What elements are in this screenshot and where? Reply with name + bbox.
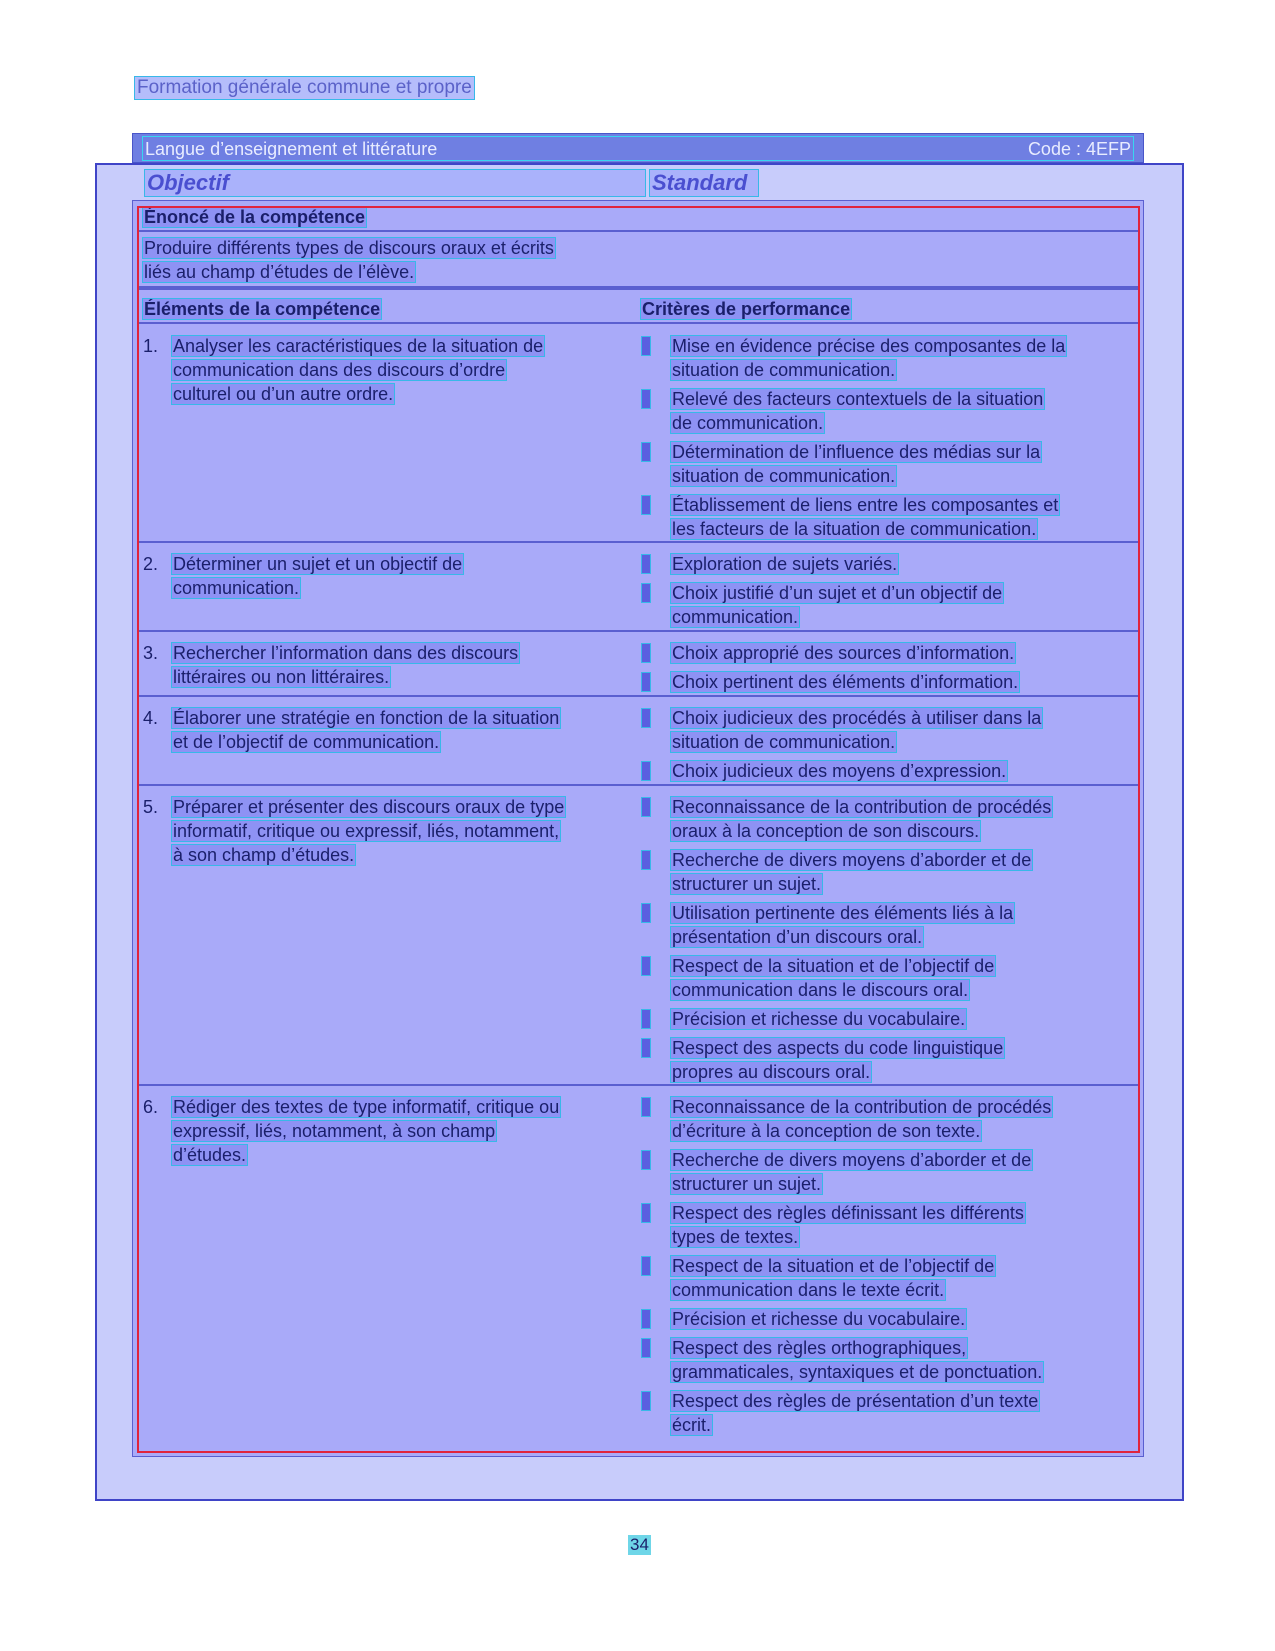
row-divider	[137, 784, 1140, 786]
element-text-line: et de l’objectif de communication.	[173, 732, 440, 752]
criterion-text-line: propres au discours oral.	[672, 1062, 871, 1082]
enonce-line-2: liés au champ d’études de l’élève.	[144, 262, 415, 282]
criterion-text-line: Recherche de divers moyens d’aborder et de	[672, 1150, 1032, 1170]
element-number: 1.	[143, 336, 159, 356]
criterion-text-line: Choix approprié des sources d’information.	[672, 643, 1015, 663]
criterion-text-line: Choix judicieux des moyens d’expression.	[672, 761, 1007, 781]
bullet-icon	[642, 644, 650, 662]
criterion-text-line: Respect des règles définissant les différents	[672, 1203, 1024, 1223]
criterion-text-line: Respect des règles orthographiques,	[672, 1338, 967, 1358]
criterion-text-line: Détermination de l’influence des médias sur la	[672, 442, 1041, 462]
criterion-text-line: Respect de la situation et de l’objectif de	[672, 956, 995, 976]
criterion-text-line: Respect de la situation et de l’objectif de	[672, 1256, 995, 1276]
bullet-icon	[642, 337, 650, 355]
criterion-text-line: Établissement de liens entre les composantes et	[672, 495, 1059, 515]
criterion-text-line: types de textes.	[672, 1227, 799, 1247]
bullet-icon	[642, 443, 650, 461]
bullet-icon	[642, 1039, 650, 1057]
document-section-title: Formation générale commune et propre	[137, 77, 472, 98]
bullet-icon	[642, 1257, 650, 1275]
bullet-icon	[642, 1010, 650, 1028]
bullet-icon	[642, 851, 650, 869]
element-number: 6.	[143, 1097, 159, 1117]
criterion-text-line: Choix justifié d’un sujet et d’un objectif de	[672, 583, 1003, 603]
divider	[137, 230, 1140, 232]
column-header-elements: Éléments de la compétence	[144, 299, 381, 319]
element-text-line: communication.	[173, 578, 300, 598]
bullet-icon	[642, 904, 650, 922]
element-text-line: Élaborer une stratégie en fonction de la situation	[173, 708, 560, 728]
bullet-icon	[642, 957, 650, 975]
criterion-text-line: structurer un sujet.	[672, 1174, 822, 1194]
criterion-text-line: communication dans le texte écrit.	[672, 1280, 945, 1300]
element-number: 2.	[143, 554, 159, 574]
criterion-text-line: Précision et richesse du vocabulaire.	[672, 1309, 966, 1329]
criterion-text-line: situation de communication.	[672, 360, 896, 380]
bullet-icon	[642, 1339, 650, 1357]
criterion-text-line: Choix pertinent des éléments d’information.	[672, 672, 1019, 692]
criterion-text-line: de communication.	[672, 413, 824, 433]
bullet-icon	[642, 762, 650, 780]
element-text-line: expressif, liés, notamment, à son champ	[173, 1121, 496, 1141]
element-text-line: Déterminer un sujet et un objectif de	[173, 554, 463, 574]
criterion-text-line: Respect des règles de présentation d’un texte	[672, 1391, 1039, 1411]
bullet-icon	[642, 798, 650, 816]
row-divider	[137, 541, 1140, 543]
enonce-line-1: Produire différents types de discours oraux et écrits	[144, 238, 554, 258]
column-header-criteres: Critères de performance	[642, 299, 851, 319]
element-text-line: Rechercher l’information dans des discours	[173, 643, 519, 663]
criterion-text-line: structurer un sujet.	[672, 874, 822, 894]
element-text-line: informatif, critique ou expressif, liés, notamment,	[173, 821, 560, 841]
criterion-text-line: situation de communication.	[672, 732, 896, 752]
criterion-text-line: présentation d’un discours oral.	[672, 927, 923, 947]
bullet-icon	[642, 555, 650, 573]
divider	[137, 286, 1140, 290]
element-text-line: littéraires ou non littéraires.	[173, 667, 390, 687]
criterion-text-line: oraux à la conception de son discours.	[672, 821, 980, 841]
bullet-icon	[642, 584, 650, 602]
criterion-text-line: Mise en évidence précise des composantes de la	[672, 336, 1066, 356]
objectif-label: Objectif	[145, 170, 645, 196]
criterion-text-line: Utilisation pertinente des éléments liés à la	[672, 903, 1014, 923]
bullet-icon	[642, 496, 650, 514]
criterion-text-line: situation de communication.	[672, 466, 896, 486]
bullet-icon	[642, 1392, 650, 1410]
criterion-text-line: communication dans le discours oral.	[672, 980, 969, 1000]
row-divider	[137, 630, 1140, 632]
criterion-text-line: Choix judicieux des procédés à utiliser dans la	[672, 708, 1042, 728]
bullet-icon	[642, 673, 650, 691]
course-name: Langue d’enseignement et littérature	[145, 139, 438, 159]
criterion-text-line: Recherche de divers moyens d’aborder et de	[672, 850, 1032, 870]
element-text-line: Préparer et présenter des discours oraux de type	[173, 797, 565, 817]
element-text-line: d’études.	[173, 1145, 247, 1165]
row-divider	[137, 1084, 1140, 1086]
criterion-text-line: grammaticales, syntaxiques et de ponctuation.	[672, 1362, 1043, 1382]
criterion-text-line: Exploration de sujets variés.	[672, 554, 898, 574]
criterion-text-line: d’écriture à la conception de son texte.	[672, 1121, 981, 1141]
element-number: 4.	[143, 708, 159, 728]
element-text-line: Rédiger des textes de type informatif, critique ou	[173, 1097, 560, 1117]
criterion-text-line: communication.	[672, 607, 799, 627]
bullet-icon	[642, 1204, 650, 1222]
element-number: 3.	[143, 643, 159, 663]
element-number: 5.	[143, 797, 159, 817]
element-text-line: à son champ d’études.	[173, 845, 355, 865]
element-text-line: culturel ou d’un autre ordre.	[173, 384, 394, 404]
divider	[137, 322, 1140, 324]
course-code: Code : 4EFP	[1027, 139, 1131, 159]
course-header-bar	[132, 133, 1144, 163]
element-text-line: communication dans des discours d’ordre	[173, 360, 506, 380]
bullet-icon	[642, 1151, 650, 1169]
bullet-icon	[642, 709, 650, 727]
enonce-heading: Énoncé de la compétence	[144, 207, 366, 227]
bullet-icon	[642, 1310, 650, 1328]
criterion-text-line: écrit.	[672, 1415, 712, 1435]
page-number: 34	[630, 1535, 649, 1554]
criterion-text-line: Relevé des facteurs contextuels de la situation	[672, 389, 1044, 409]
standard-label: Standard	[650, 170, 758, 196]
criterion-text-line: Reconnaissance de la contribution de procédés	[672, 1097, 1052, 1117]
criterion-text-line: Respect des aspects du code linguistique	[672, 1038, 1004, 1058]
bullet-icon	[642, 1098, 650, 1116]
element-text-line: Analyser les caractéristiques de la situation de	[173, 336, 544, 356]
bullet-icon	[642, 390, 650, 408]
criterion-text-line: les facteurs de la situation de communication.	[672, 519, 1037, 539]
row-divider	[137, 695, 1140, 697]
criterion-text-line: Précision et richesse du vocabulaire.	[672, 1009, 966, 1029]
criterion-text-line: Reconnaissance de la contribution de procédés	[672, 797, 1052, 817]
